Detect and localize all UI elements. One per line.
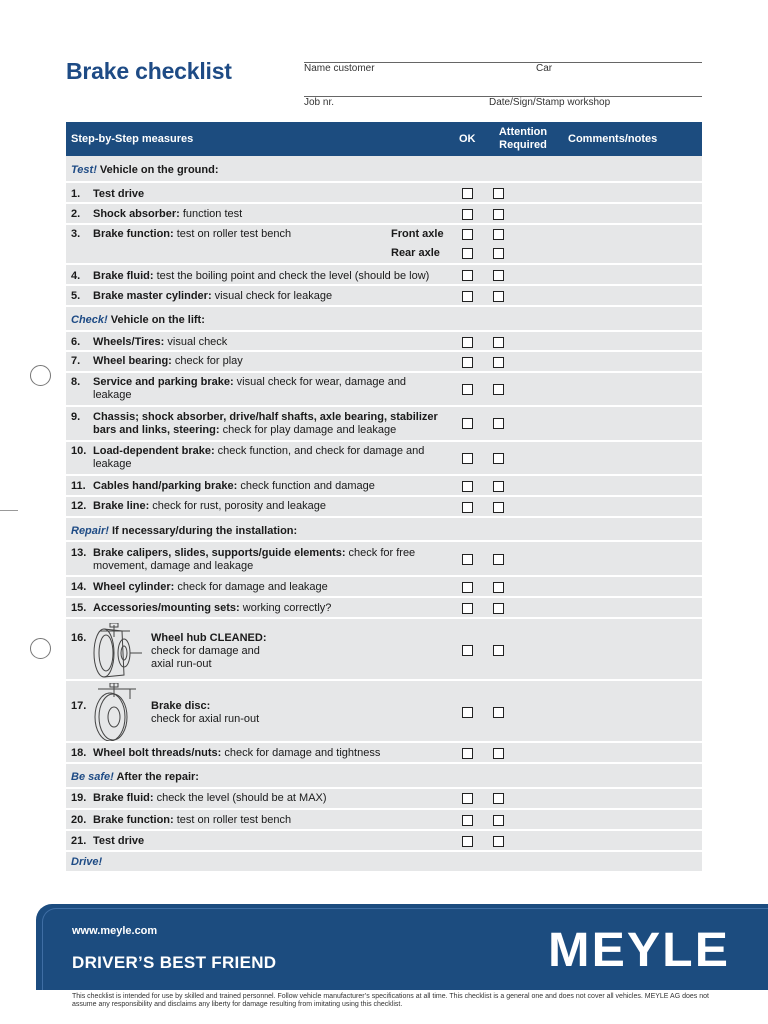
header-ok: OK	[459, 133, 476, 145]
item-text: function test	[179, 208, 243, 220]
ok-checkbox[interactable]	[462, 481, 473, 492]
item-number: 6.	[71, 336, 81, 348]
table-row	[66, 619, 702, 681]
brake-disc-illustration-icon	[90, 683, 140, 741]
ok-checkbox[interactable]	[462, 453, 473, 464]
date-sign-label: Date/Sign/Stamp workshop	[489, 97, 611, 108]
item-description	[93, 480, 375, 493]
item-number: 18.	[71, 747, 87, 759]
item-description	[93, 290, 332, 303]
item-number: 15.	[71, 602, 87, 614]
ok-checkbox-rear-axle[interactable]	[462, 248, 473, 259]
item-description	[93, 355, 243, 368]
item-text: check for rust, porosity and leakage	[149, 500, 326, 512]
item-description	[93, 270, 429, 283]
item-text: test on roller test bench	[173, 814, 292, 826]
ok-checkbox[interactable]	[462, 707, 473, 718]
attention-checkbox[interactable]	[493, 188, 504, 199]
table-row	[66, 265, 702, 286]
item-description	[93, 336, 227, 349]
punch-hole-bottom	[30, 638, 51, 659]
section-check-text: Vehicle on the lift:	[107, 314, 205, 326]
ok-checkbox[interactable]	[462, 188, 473, 199]
item-bold: Brake fluid:	[93, 270, 154, 282]
item-text: check for free	[345, 547, 416, 559]
punch-hole-top	[30, 365, 51, 386]
attention-checkbox[interactable]	[493, 707, 504, 718]
section-test	[66, 156, 702, 183]
ok-checkbox-front-axle[interactable]	[462, 229, 473, 240]
item-bold: Brake fluid:	[93, 792, 154, 804]
section-check-em: Check!	[71, 314, 108, 326]
section-repair-em: Repair!	[71, 525, 109, 537]
item-text-cont: movement, damage and leakage	[93, 560, 254, 572]
attention-checkbox[interactable]	[493, 815, 504, 826]
table-row	[66, 497, 702, 518]
item-description	[151, 700, 259, 726]
attention-checkbox[interactable]	[493, 453, 504, 464]
item-bold: Load-dependent brake:	[93, 445, 215, 457]
table-row	[66, 286, 702, 307]
item-number: 19.	[71, 792, 87, 804]
item-description	[93, 835, 144, 848]
item-description	[93, 792, 327, 805]
item-number: 11.	[71, 480, 86, 492]
item-number: 20.	[71, 814, 87, 826]
job-nr-line[interactable]	[304, 96, 702, 97]
rear-axle-label: Rear axle	[391, 247, 440, 259]
item-number: 3.	[71, 228, 81, 240]
item-text: check function and damage	[237, 480, 375, 492]
item-description	[93, 411, 438, 437]
table-row	[66, 598, 702, 619]
item-bold: Wheel hub CLEANED:	[151, 632, 267, 644]
item-number: 21.	[71, 835, 87, 847]
item-description	[93, 747, 380, 760]
item-text-cont: leakage	[93, 389, 132, 401]
item-number: 13.	[71, 547, 87, 559]
table-row	[66, 332, 702, 352]
attention-checkbox[interactable]	[493, 603, 504, 614]
item-text: check for damage and tightness	[221, 747, 381, 759]
table-row	[66, 743, 702, 764]
table-row	[66, 810, 702, 831]
item-text: check the level (should be at MAX)	[153, 792, 327, 804]
item-number: 5.	[71, 290, 81, 302]
item-text: check for damage and	[151, 645, 260, 657]
attention-checkbox[interactable]	[493, 645, 504, 656]
ok-checkbox[interactable]	[462, 418, 473, 429]
item-number: 17.	[71, 700, 87, 712]
name-customer-label: Name customer	[304, 63, 375, 74]
item-number: 4.	[71, 270, 81, 282]
section-safe-text: After the repair:	[113, 771, 199, 783]
front-axle-label: Front axle	[391, 228, 444, 240]
attention-checkbox[interactable]	[493, 554, 504, 565]
attention-checkbox[interactable]	[493, 793, 504, 804]
attention-checkbox[interactable]	[493, 502, 504, 513]
table-row	[66, 681, 702, 743]
item-bold: Brake calipers, slides, supports/guide elements:	[93, 547, 346, 559]
item-text: visual check	[164, 336, 228, 348]
item-bold: Wheel cylinder:	[93, 581, 175, 593]
item-bold: Wheel bolt threads/nuts:	[93, 747, 222, 759]
item-description	[93, 602, 331, 615]
header-comments: Comments/notes	[568, 133, 658, 145]
item-bold: Brake line:	[93, 500, 150, 512]
section-repair	[66, 518, 702, 542]
table-row	[66, 183, 702, 204]
ok-checkbox[interactable]	[462, 815, 473, 826]
attention-checkbox[interactable]	[493, 481, 504, 492]
ok-checkbox[interactable]	[462, 748, 473, 759]
item-description	[93, 547, 415, 573]
item-bold: Wheel bearing:	[93, 355, 172, 367]
table-row	[66, 542, 702, 577]
attention-checkbox[interactable]	[493, 582, 504, 593]
ok-checkbox[interactable]	[462, 291, 473, 302]
section-drive	[66, 852, 702, 873]
item-text: test on roller test bench	[173, 228, 292, 240]
attention-checkbox[interactable]	[493, 291, 504, 302]
ok-checkbox[interactable]	[462, 793, 473, 804]
attention-checkbox[interactable]	[493, 418, 504, 429]
attention-checkbox-front-axle[interactable]	[493, 229, 504, 240]
section-test-text: Vehicle on the ground:	[96, 164, 219, 176]
item-bold: Brake disc:	[151, 700, 211, 712]
item-description	[93, 814, 291, 827]
table-row	[66, 442, 702, 476]
meyle-logo	[548, 928, 732, 968]
ok-checkbox[interactable]	[462, 836, 473, 847]
ok-checkbox[interactable]	[462, 502, 473, 513]
page-title: Brake checklist	[66, 58, 232, 84]
item-number: 12.	[71, 500, 87, 512]
attention-checkbox[interactable]	[493, 748, 504, 759]
ok-checkbox[interactable]	[462, 603, 473, 614]
disclaimer: This checklist is intended for use by skilled and trained personnel. Follow vehicle manufacturer’s specifications at all time. This checklist is a general one and does not cover all vehicles. MEYLE AG does not assume any responsibility and disclaims any liberty for damage resulting from imitating using this checklist.	[72, 993, 709, 1008]
header-steps: Step-by-Step measures	[71, 133, 194, 145]
item-bold: Test drive	[93, 188, 145, 200]
table-row	[66, 352, 702, 373]
item-description	[151, 632, 267, 671]
car-label: Car	[536, 63, 553, 74]
svg-text:MEYLE: MEYLE	[548, 928, 730, 968]
item-description	[93, 581, 328, 594]
job-nr-label: Job nr.	[304, 97, 335, 108]
ok-checkbox[interactable]	[462, 554, 473, 565]
item-description	[93, 188, 144, 201]
item-text: check for damage and leakage	[174, 581, 328, 593]
ok-checkbox[interactable]	[462, 337, 473, 348]
item-text-cont: axial run-out	[151, 658, 212, 670]
item-number: 14.	[71, 581, 87, 593]
table-row	[66, 373, 702, 407]
table-row	[66, 577, 702, 598]
table-header	[66, 122, 702, 156]
section-test-em: Test!	[71, 164, 97, 176]
item-text: working correctly?	[239, 602, 332, 614]
item-text: check function, and check for damage and	[214, 445, 425, 457]
item-number: 9.	[71, 411, 81, 423]
ok-checkbox[interactable]	[462, 209, 473, 220]
attention-checkbox[interactable]	[493, 836, 504, 847]
item-bold: Cables hand/parking brake:	[93, 480, 238, 492]
item-bold-cont: bars and links, steering:	[93, 424, 220, 436]
item-text: check for axial run-out	[151, 713, 260, 725]
item-bold: Chassis; shock absorber, drive/half shafts, axle bearing, stabilizer	[93, 411, 438, 423]
fold-mark	[0, 510, 18, 511]
item-number: 8.	[71, 376, 81, 388]
attention-checkbox[interactable]	[493, 357, 504, 368]
table-row	[66, 476, 702, 497]
ok-checkbox[interactable]	[462, 270, 473, 281]
section-check	[66, 307, 702, 332]
ok-checkbox[interactable]	[462, 645, 473, 656]
item-number: 16.	[71, 632, 87, 644]
slogan: DRIVER’S BEST FRIEND	[72, 953, 277, 972]
header-attention-line1: Attention	[498, 126, 548, 138]
item-bold: Test drive	[93, 835, 145, 847]
header-attention-line2: Required	[499, 139, 547, 151]
section-safe-em: Be safe!	[71, 771, 114, 783]
item-description	[93, 445, 424, 471]
attention-checkbox[interactable]	[493, 384, 504, 395]
website-link[interactable]: www.meyle.com	[72, 925, 158, 937]
attention-checkbox[interactable]	[493, 270, 504, 281]
name-customer-line[interactable]	[304, 62, 702, 63]
table-row	[66, 225, 702, 265]
attention-checkbox[interactable]	[493, 209, 504, 220]
table-row	[66, 407, 702, 442]
item-text: check for play	[171, 355, 243, 367]
attention-checkbox[interactable]	[493, 337, 504, 348]
item-description	[93, 500, 326, 513]
ok-checkbox[interactable]	[462, 582, 473, 593]
item-bold: Service and parking brake:	[93, 376, 234, 388]
section-be-safe	[66, 764, 702, 789]
item-text: visual check for leakage	[211, 290, 333, 302]
item-bold: Brake master cylinder:	[93, 290, 212, 302]
item-bold: Brake function:	[93, 814, 174, 826]
checklist-table	[66, 122, 702, 873]
table-row	[66, 204, 702, 225]
item-bold: Brake function:	[93, 228, 174, 240]
table-row	[66, 831, 702, 852]
item-number: 7.	[71, 355, 81, 367]
table-row	[66, 789, 702, 810]
item-text-cont: check for play damage and leakage	[219, 424, 397, 436]
item-text: visual check for wear, damage and	[233, 376, 407, 388]
item-bold: Wheels/Tires:	[93, 336, 165, 348]
item-description	[93, 208, 242, 221]
item-number: 10.	[71, 445, 87, 457]
header-attention	[494, 122, 552, 156]
item-bold: Shock absorber:	[93, 208, 180, 220]
item-text-cont: leakage	[93, 458, 132, 470]
item-text: test the boiling point and check the level (should be low)	[153, 270, 430, 282]
item-bold: Accessories/mounting sets:	[93, 602, 240, 614]
item-number: 2.	[71, 208, 81, 220]
item-number: 1.	[71, 188, 81, 200]
item-description	[93, 376, 406, 402]
ok-checkbox[interactable]	[462, 357, 473, 368]
section-drive-em: Drive!	[71, 856, 103, 868]
section-repair-text: If necessary/during the installation:	[108, 525, 298, 537]
wheel-hub-illustration-icon	[90, 623, 148, 679]
item-description	[93, 228, 291, 241]
ok-checkbox[interactable]	[462, 384, 473, 395]
attention-checkbox-rear-axle[interactable]	[493, 248, 504, 259]
